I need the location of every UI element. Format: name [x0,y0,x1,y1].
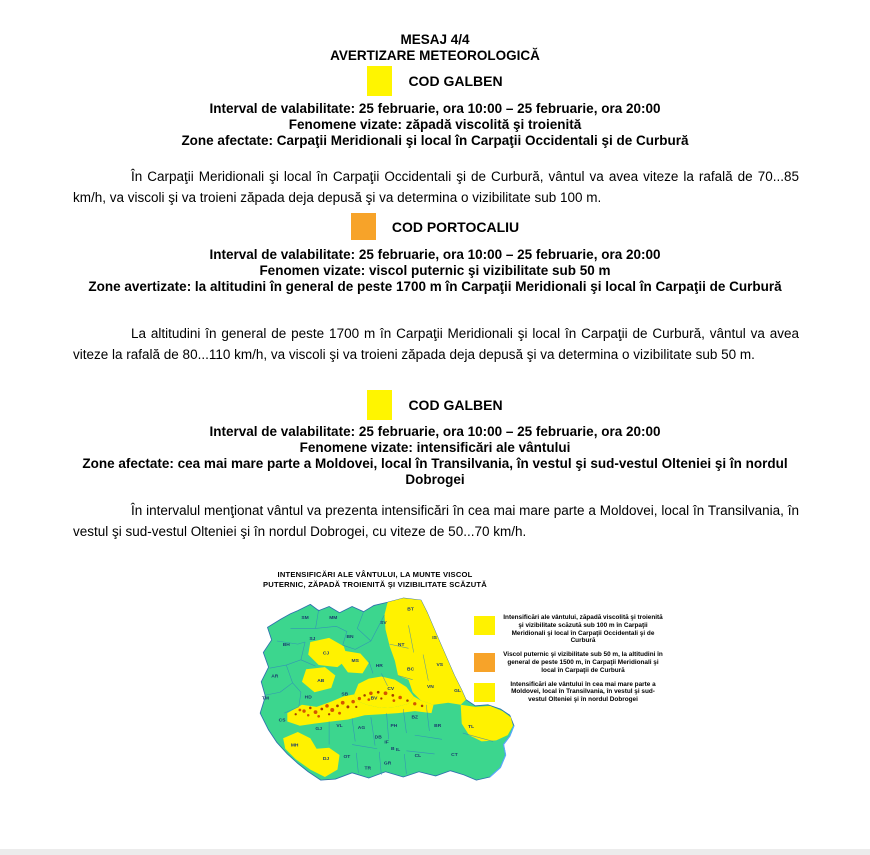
county-label-br: BR [434,723,442,729]
county-label-vn: VN [427,685,434,691]
section1-zones: Zone afectate: Carpaţii Meridionali şi local în Carpaţii Occidentali şi de Curbură [181,133,689,148]
section1-fields [65,101,805,149]
orange-code-swatch [351,213,376,240]
section3-paragraph: În intervalul menţionat vântul va prezenta intensificări în cea mai mare parte a Moldovei, local în Transilvania, în vestul şi sud-vestul Olteniei şi în nordul Dobrogei, cu viteze de 50...70 km/h. [73,503,799,539]
county-label-bc: BC [407,667,415,673]
county-label-tm: TM [261,696,269,702]
county-label-bv: BV [370,696,378,702]
county-label-sv: SV [380,621,387,627]
section2-phenomena: Fenomen vizate: viscol puternic şi vizibilitate sub 50 m [259,263,611,278]
county-label-tr: TR [364,766,372,772]
legend-item-yellow-carpathians [474,614,664,645]
section3-phenomena: Fenomene vizate: intensificări ale vântului [299,440,571,455]
county-label-ar: AR [271,674,279,680]
section3-code-heading [0,390,870,420]
county-label-vs: VS [436,663,444,669]
section2-zones: Zone avertizate: la altitudini în general de peste 1700 m în Carpaţii Meridionali şi local în Carpaţii de Curbură [88,279,782,294]
legend-text-2: Viscol puternic şi vizibilitate sub 50 m, la altitudini în general de peste 1500 m, în Carpaţii Meridionali şi local în Carpaţii de Curbură [503,651,663,674]
county-label-cs: CS [278,718,286,724]
county-label-gr: GR [383,761,392,767]
map-title-line2: PUTERNIC, ZĂPADĂ TROIENITĂ ŞI VIZIBILITATE SCĂZUTĂ [263,579,487,589]
legend-item-orange-altitude [474,651,664,674]
yellow-code-swatch [367,66,392,96]
county-label-hd: HD [304,695,312,701]
section1-phenomena: Fenomene vizate: zăpadă viscolită şi troienită [288,117,582,132]
yellow-code-swatch-2 [367,390,392,420]
county-label-gj: GJ [315,726,322,732]
county-label-vl: VL [336,723,343,729]
county-label-b: B [391,746,395,752]
section1-code-heading [0,66,870,96]
county-label-ag: AG [357,725,366,731]
county-label-sb: SB [341,692,349,698]
document-title [0,32,870,64]
county-label-ms: MS [351,658,359,664]
county-label-il: IL [395,747,401,753]
county-label-sm: SM [301,616,309,622]
section2-code-heading [0,213,870,240]
county-label-ph: PH [390,723,398,729]
county-label-bt: BT [407,607,414,613]
county-label-ab: AB [317,678,325,684]
map-title-line1: INTENSIFICĂRI ALE VÂNTULUI, LA MUNTE VISCOL [277,570,473,579]
legend-text-3: Intensificări ale vântului în cea mai mare parte a Moldovei, local în Transilvania, în vestul şi sud-vestul Olteniei şi în nordul Dobrogei [510,680,656,704]
county-label-dj: DJ [322,757,330,763]
legend-yellow-swatch-2 [474,683,495,702]
section3-interval: Interval de valabilitate: 25 februarie, ora 10:00 – 25 februarie, ora 20:00 [209,424,661,439]
legend-orange-swatch [474,653,495,672]
county-label-sj: SJ [309,636,316,642]
legend-text-1: Intensificări ale vântului, zăpadă viscolită şi troienită şi vizibilitate scăzută sub 100 m în Carpaţii Meridionali şi local în Carpaţii Occidentali şi de Curbură [503,614,663,645]
section2-interval: Interval de valabilitate: 25 februarie, ora 10:00 – 25 februarie, ora 20:00 [209,247,661,262]
county-label-if: IF [384,740,389,746]
bottom-page-edge [0,849,870,855]
county-label-ot: OT [343,755,351,761]
county-label-db: DB [374,735,382,741]
section1-paragraph: În Carpaţii Meridionali şi local în Carpaţii Occidentali şi de Curbură, vântul va avea viteze la rafală de 70...85 km/h, va viscoli şi va troieni zăpada deja depusă şi va determina o vizibilitate sub 100 m. [73,169,799,205]
county-label-mh: MH [290,743,299,749]
legend-item-yellow-wind [474,681,664,704]
warning-type-title: AVERTIZARE METEOROLOGICĂ [330,48,540,63]
section2-paragraph: La altitudini în general de peste 1700 m în Carpaţii Meridionali şi local în Carpaţii de Curbură, vântul va avea viteze la rafală de 80...110 km/h, va viscoli şi va troieni zăpada deja depusă şi va determina o vizibilitate sub 50 m. [73,326,799,362]
county-label-nt: NT [397,643,405,649]
section1-interval: Interval de valabilitate: 25 februarie, ora 10:00 – 25 februarie, ora 20:00 [209,101,661,116]
county-label-ct: CT [451,753,458,759]
county-label-bz: BZ [411,715,419,721]
county-label-bh: BH [282,643,290,649]
map-legend [474,614,664,704]
county-label-bn: BN [346,634,354,640]
section2-fields [65,247,805,295]
section3-code-label: COD GALBEN [408,397,503,413]
legend-yellow-swatch-1 [474,616,495,635]
county-label-is: IS [432,635,437,641]
section3-fields [65,424,805,488]
map-title [195,570,555,589]
section2-code-label: COD PORTOCALIU [391,218,520,235]
county-label-cl: CL [414,754,422,760]
message-number: MESAJ 4/4 [400,32,470,47]
county-label-tl: TL [468,724,475,730]
county-label-gl: GL [454,689,461,695]
county-label-mm: MM [329,616,338,622]
county-label-cj: CJ [322,651,330,657]
section1-code-label: COD GALBEN [408,73,503,89]
section3-zones: Zone afectate: cea mai mare parte a Moldovei, local în Transilvania, în vestul şi sud-vestul Olteniei şi în nordul Dobrogei [82,456,788,487]
county-label-cv: CV [387,687,395,693]
county-label-hr: HR [375,664,383,670]
